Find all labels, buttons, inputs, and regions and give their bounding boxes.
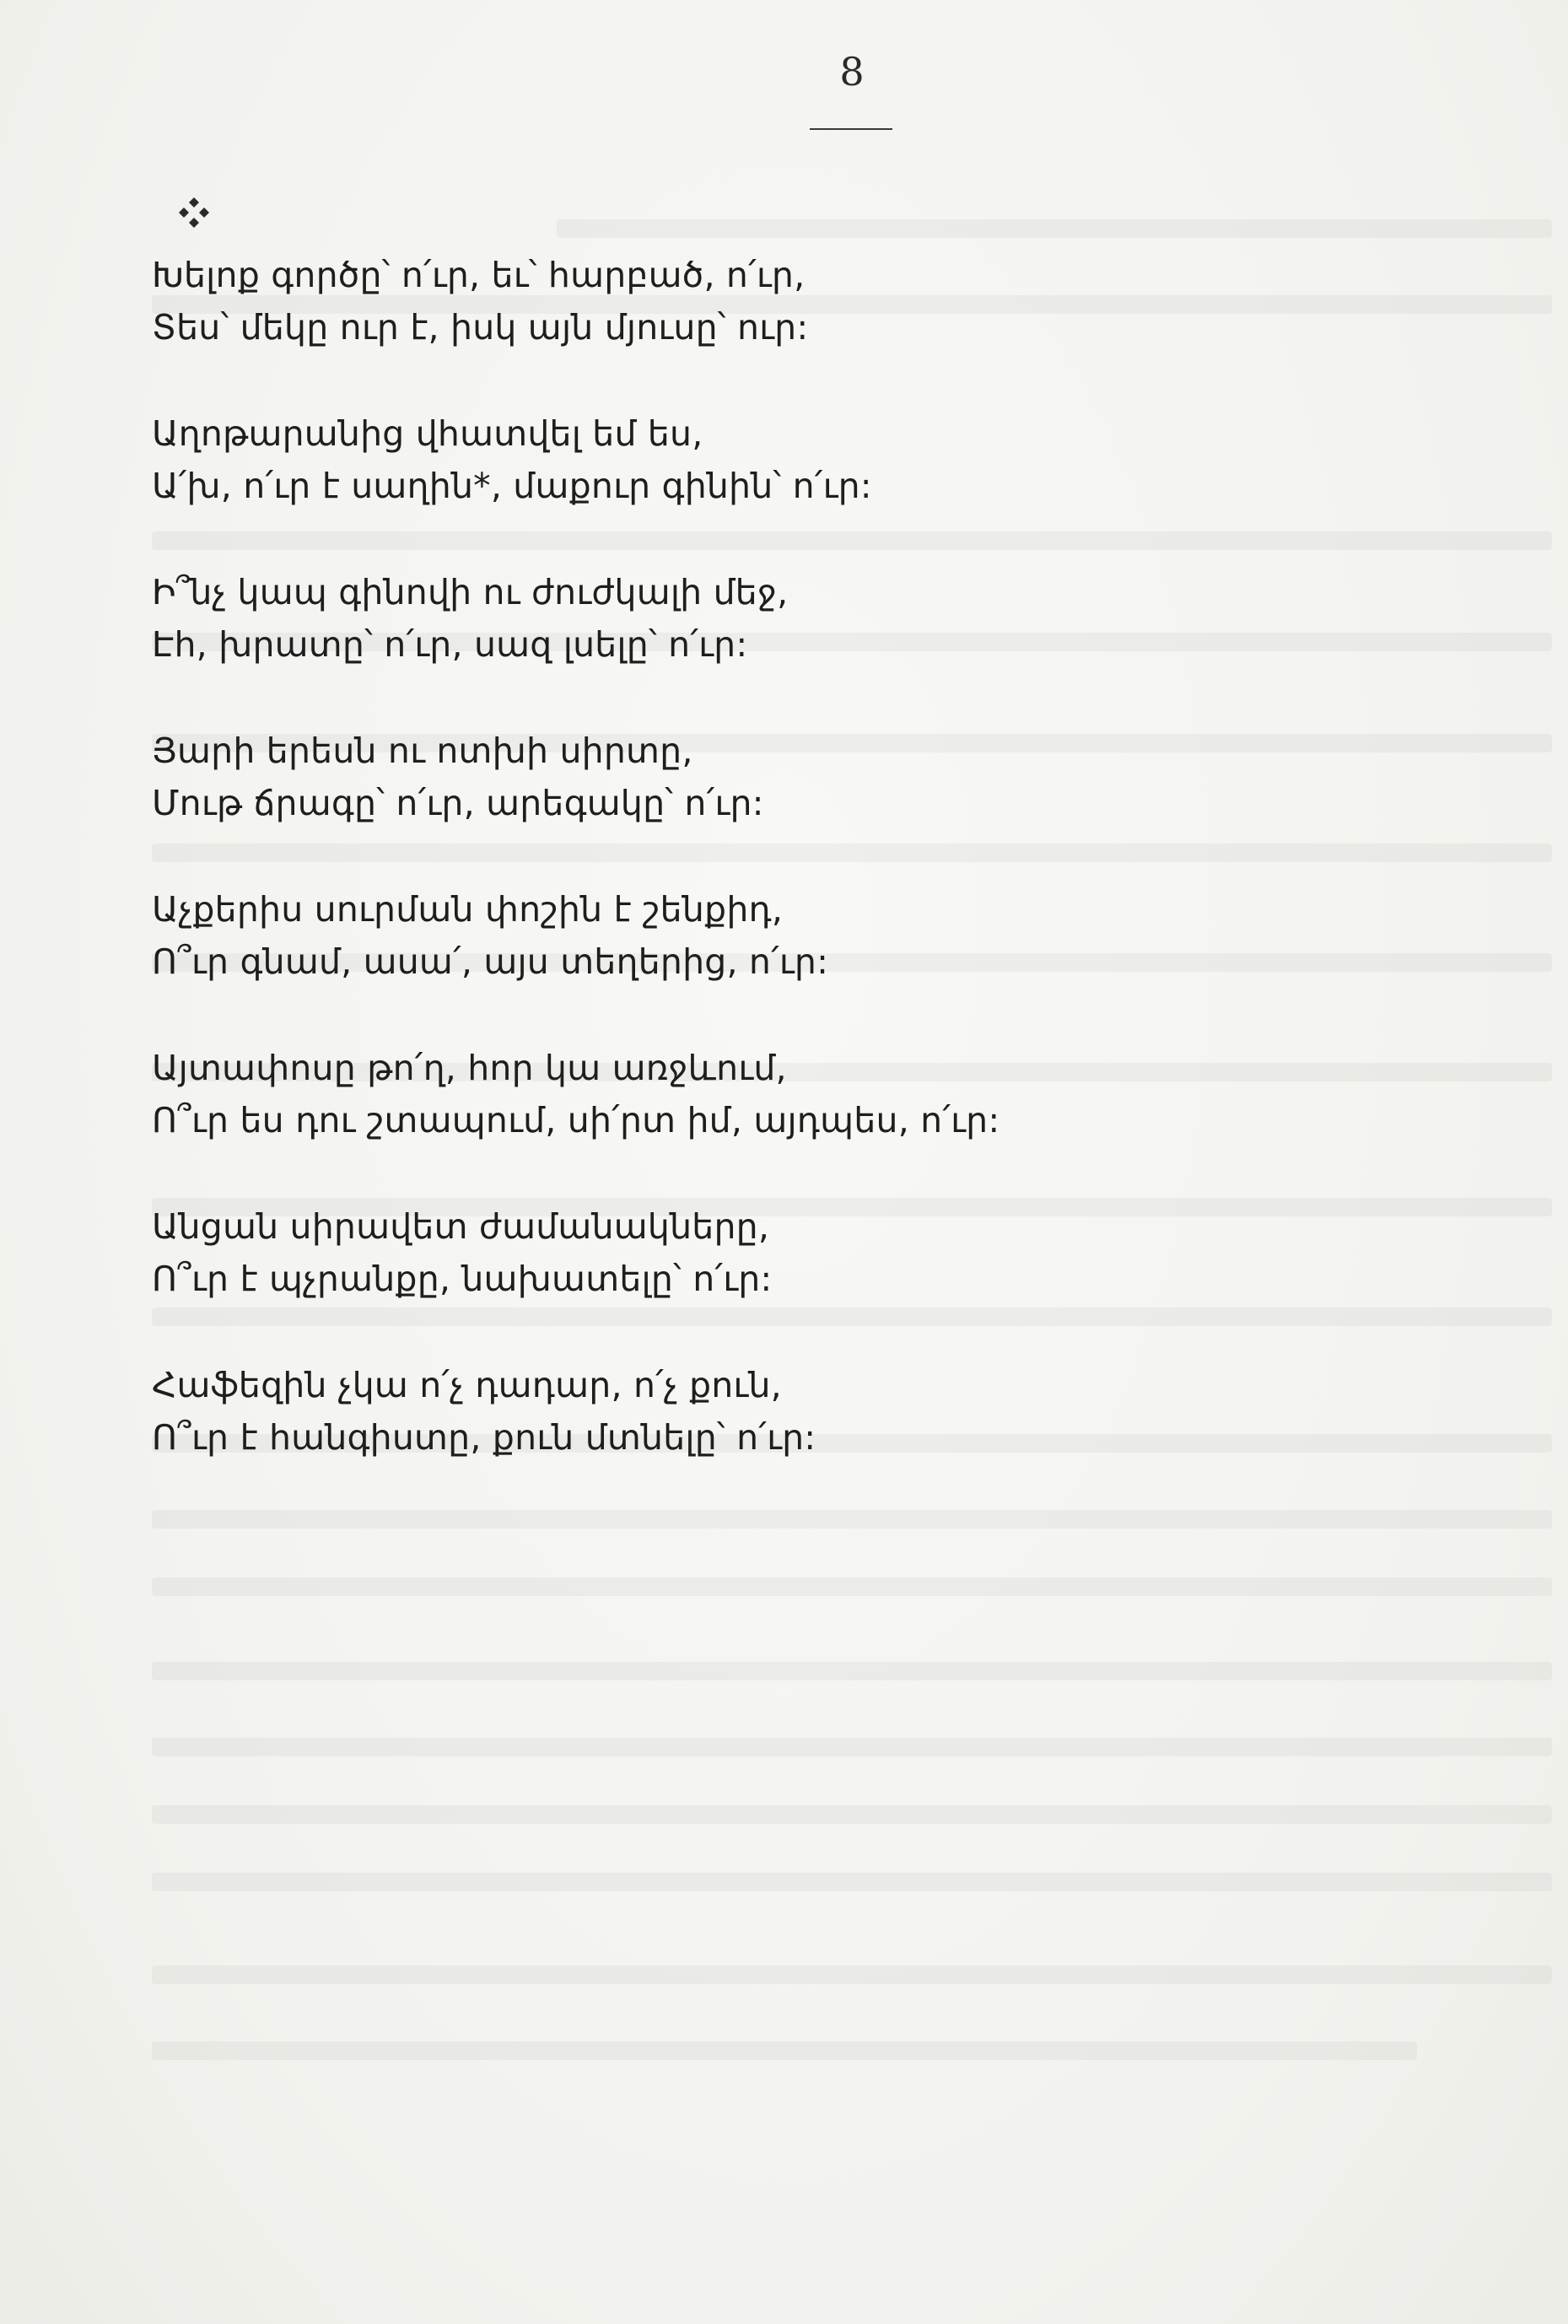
stanza bbox=[152, 725, 1417, 829]
poem bbox=[152, 249, 1417, 1518]
stanza bbox=[152, 407, 1417, 512]
poem-line: Աղոթարանից վհատվել եմ ես, bbox=[152, 413, 703, 454]
poem-line: Ո՞ւր է պչրանքը, նախատելը՝ ո՛ւր: bbox=[152, 1259, 773, 1299]
stanza bbox=[152, 1359, 1417, 1464]
poem-line: Հաֆեզին չկա ո՛չ դադար, ո՛չ քուն, bbox=[152, 1365, 782, 1405]
stanza bbox=[152, 1042, 1417, 1146]
poem-line: Ո՞ւր ես դու շտապում, սի՛րտ իմ, այդպես, ո՛ւր: bbox=[152, 1100, 1000, 1140]
header-rule bbox=[810, 128, 892, 130]
stanza bbox=[152, 249, 1417, 353]
stanza bbox=[152, 883, 1417, 988]
poem-line: Ո՞ւր է հանգիստը, քուն մտնելը՝ ո՛ւր: bbox=[152, 1417, 816, 1458]
poem-line: Մութ ճրագը՝ ո՛ւր, արեգակը՝ ո՛ւր: bbox=[152, 783, 764, 823]
poem-line: Ո՞ւր գնամ, ասա՛, այս տեղերից, ո՛ւր: bbox=[152, 941, 829, 982]
stanza bbox=[152, 566, 1417, 671]
poem-line: Էհ, խրատը՝ ո՛ւր, սազ լսելը՝ ո՛ւր: bbox=[152, 624, 748, 665]
poem-line: Անցան սիրավետ ժամանակները, bbox=[152, 1206, 770, 1247]
page-number: 8 bbox=[839, 49, 865, 94]
poem-line: Ա՛խ, ո՛ւր է սաղին*, մաքուր գինին՝ ո՛ւր: bbox=[152, 466, 872, 506]
poem-line: Յարի երեսն ու ոտխի սիրտը, bbox=[152, 731, 693, 771]
poem-line: Աչքերիս սուրման փոշին է շենքիդ, bbox=[152, 889, 784, 930]
stanza bbox=[152, 1200, 1417, 1305]
four-diamond-ornament-icon bbox=[177, 196, 211, 229]
poem-line: Խելոք գործը՝ ո՛ւր, եւ՝ հարբած, ո՛ւր, bbox=[152, 255, 806, 295]
poem-line: Տես՝ մեկը ուր է, իսկ այն մյուսը՝ ուր: bbox=[152, 307, 809, 348]
poem-line: Ի՞նչ կապ գինովի ու ժուժկալի մեջ, bbox=[152, 572, 789, 612]
poem-line: Այտափոսը թո՛ղ, հոր կա առջևում, bbox=[152, 1048, 787, 1088]
